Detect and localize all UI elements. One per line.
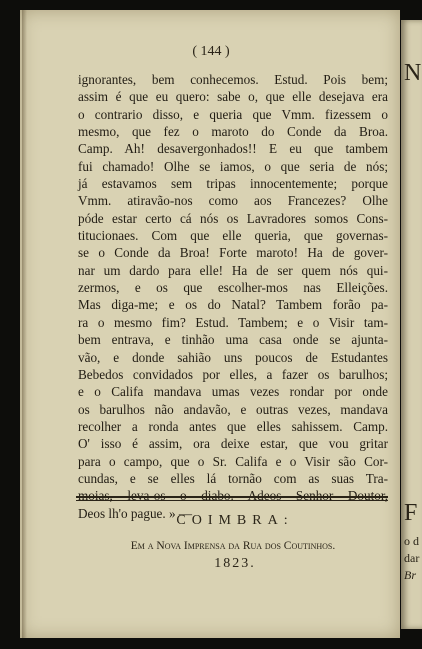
text-line: cundas, e se elles lá tornão com as suas Tra- <box>78 470 388 486</box>
text-line: mesmo, que fez o maroto do Conde da Broa. <box>78 124 388 140</box>
text-line: e o Califa mandava umas vezes rondar por onde <box>78 384 388 400</box>
text-line: titucionaes. Com que elle queria, que governas- <box>78 228 388 244</box>
adjacent-page-fragment: dar <box>404 551 420 565</box>
text-line: bem entrava, e tinhão uma casa onde se ajunta- <box>78 332 388 348</box>
adjacent-page-fragment: Br <box>404 568 416 582</box>
text-line: Deos lh'o pague. » — <box>78 505 193 521</box>
adjacent-page-fragment: N <box>404 60 422 86</box>
body-text <box>78 71 388 522</box>
text-line: já estavamos sem tripas innocentemente; porque <box>78 176 388 192</box>
text-line: se o Conde da Broa! Forte maroto! Ha de gover- <box>78 245 388 261</box>
text-line: recolher a ronda antes que elles sahissem. Camp. <box>78 418 388 434</box>
text-line: zermos, e os que escolher-mos nas Elleições. <box>78 280 388 296</box>
imprint-city: COIMBRA: <box>176 513 294 528</box>
text-line: o contrario disso, e queria que Vmm. fizessem o <box>78 106 388 122</box>
text-line: O' isso é assim, ora deixe estar, que vou gritar <box>78 436 388 452</box>
text-line: nar um dardo para elle! Ha de ser quem nós qui- <box>78 262 388 278</box>
text-line: póde estar certo cá nós os Lavradores somos Cons- <box>78 210 388 226</box>
text-line: para o campo, que o Sr. Califa e o Visir são Cor- <box>78 453 388 469</box>
text-line: Bebedos convidados por elles, a fazer os barulhos; <box>78 366 388 382</box>
page-gutter-shadow <box>22 10 27 638</box>
text-line: Camp. Ah! desavergonhados!! E eu que tambem <box>78 141 388 157</box>
text-line: Vmm. atiravão-nos como aos Francezes? Olhe <box>78 193 388 209</box>
text-line: fui chamado! Olhe se iamos, o que seria de nós; <box>78 158 388 174</box>
text-line: assim é que eu quero: sabe o, que elle desejava era <box>78 89 388 105</box>
adjacent-page-fragment: F <box>404 500 418 526</box>
text-line: ignorantes, bem conhecemos. Estud. Pois bem; <box>78 72 388 87</box>
text-line: os barulhos não andavão, e outras vezes, mandava <box>78 401 388 417</box>
imprint-press: Em a Nova Imprensa da Rua dos Coutinhos. <box>130 540 336 552</box>
text-line: vão, e donde sahião uns poucos de Estudantes <box>78 349 388 365</box>
divider-rule-thick <box>76 496 388 498</box>
adjacent-page-edge <box>401 20 422 629</box>
divider-rule-thin <box>76 500 388 501</box>
text-line: ra o mesmo fim? Estud. Tambem; e o Visir tam- <box>78 314 388 330</box>
imprint-year: 1823. <box>214 556 256 571</box>
adjacent-page-fragment: o d <box>404 534 419 548</box>
text-line: Mas diga-me; e os do Natal? Tambem forão pa- <box>78 297 388 313</box>
page-number: ( 144 ) <box>192 44 230 59</box>
